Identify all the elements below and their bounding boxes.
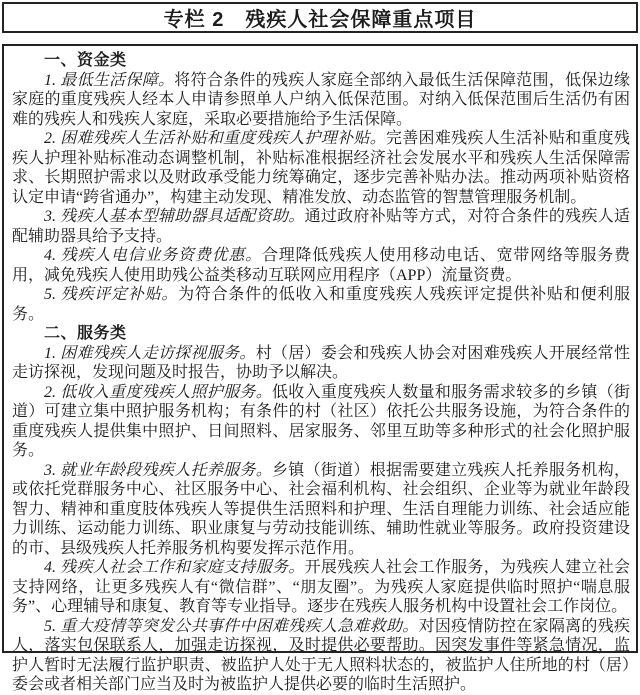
funding-item-2	[12, 129, 630, 207]
services-item-2	[12, 383, 630, 461]
funding-item-4-lead: 4. 残疾人电信业务资费优惠。	[44, 247, 262, 264]
services-item-2-lead: 2. 低收入重度残疾人照护服务。	[44, 383, 272, 401]
funding-item-3	[12, 207, 630, 246]
panel-content-box	[2, 44, 638, 693]
funding-item-3-lead: 3. 残疾人基本型辅助器具适配资助。	[44, 208, 305, 225]
services-item-3-lead: 3. 就业年龄段残疾人托养服务。	[44, 461, 272, 479]
services-item-1-body: 村（居）委会和残疾人协会对困难残疾人开展经常性走访探视，发现问题及时报告，协助予以解决。	[12, 344, 630, 381]
panel-title-box	[2, 2, 638, 33]
services-item-5-lead: 5. 重大疫情等突发公共事件中困难残疾人急难救助。	[44, 617, 419, 635]
funding-item-1-body: 将符合条件的残疾人家庭全部纳入最低生活保障范围，低保边缘家庭的重度残疾人经本人申请参照单人户纳入低保范围。对纳入低保范围后生活仍有困难的残疾人和残疾人家庭，采取必要措施给予生活保障。	[12, 71, 630, 128]
funding-item-5	[12, 285, 630, 324]
services-item-5	[12, 617, 630, 695]
funding-item-5-lead: 5. 残疾评定补贴。	[44, 286, 179, 303]
services-item-3	[12, 461, 630, 559]
funding-item-1	[12, 71, 630, 130]
section-heading-services: 二、服务类	[44, 325, 127, 342]
section-heading-funding: 一、资金类	[44, 52, 127, 69]
services-item-4	[12, 558, 630, 617]
funding-item-5-body: 为符合条件的低收入和重度残疾人残疾评定提供补贴和便利服务。	[12, 286, 630, 323]
panel-title: 专栏 2 残疾人社会保障重点项目	[163, 9, 477, 31]
services-item-5-body: 对因疫情防控在家隔离的残疾人，落实包保联系人，加强走访探视，及时提供必要帮助。因突发事件等紧急情况，监护人暂时无法履行监护职责、被监护人处于无人照料状态的，被监护人住所地的村（居）委会或者相关部门应当及时为被监护人提供必要的临时生活照护。	[12, 617, 630, 693]
services-item-4-body: 开展残疾人社会工作服务，为残疾人建立社会支持网络，让更多残疾人有“微信群”、“朋友圈”。为残疾人家庭提供临时照护“喘息服务”、心理辅导和康复、教育等专业指导。逐步在残疾人服务机构中设置社会工作岗位。	[12, 559, 630, 615]
funding-item-4-body: 合理降低残疾人使用移动电话、宽带网络等服务费用，减免残疾人使用助残公益类移动互联网应用程序（APP）流量资费。	[12, 247, 630, 284]
funding-item-1-lead: 1. 最低生活保障。	[44, 71, 175, 89]
services-item-2-body: 低收入重度残疾人数量和服务需求较多的乡镇（街道）可建立集中照护服务机构；有条件的村（社区）依托公共服务设施，为符合条件的重度残疾人提供集中照护、日间照料、居家服务、邻里互助等多种形式的社会化照护服务。	[12, 383, 630, 459]
funding-item-2-lead: 2. 困难残疾人生活补贴和重度残疾人护理补贴。	[44, 130, 386, 147]
services-item-4-lead: 4. 残疾人社会工作和家庭支持服务。	[44, 559, 305, 576]
services-item-1-lead: 1. 困难残疾人走访探视服务。	[44, 344, 256, 362]
services-item-3-body: 乡镇（街道）根据需要建立残疾人托养服务机构，或依托党群服务中心、社区服务中心、社会福利机构、社会组织、企业等为就业年龄段智力、精神和重度肢体残疾人等提供生活照料和护理、生活自理能力训练、社会适应能力训练、运动能力训练、职业康复与劳动技能训练、辅助性就业等服务。政府投资建设的市、县级残疾人托养服务机构要发挥示范作用。	[12, 461, 630, 557]
funding-item-2-body: 完善困难残疾人生活补贴和重度残疾人护理补贴标准动态调整机制，补贴标准根据经济社会发展水平和残疾人生活保障需求、长期照护需求以及财政承受能力统筹确定，逐步完善补贴办法。推动两项补贴资格认定申请“跨省通办”，构建主动发现、精准发放、动态监管的智慧管理服务机制。	[12, 130, 630, 206]
funding-item-4	[12, 246, 630, 285]
funding-item-3-body: 通过政府补贴等方式，对符合条件的残疾人适配辅助器具给予支持。	[12, 208, 630, 245]
services-item-1	[12, 344, 630, 383]
